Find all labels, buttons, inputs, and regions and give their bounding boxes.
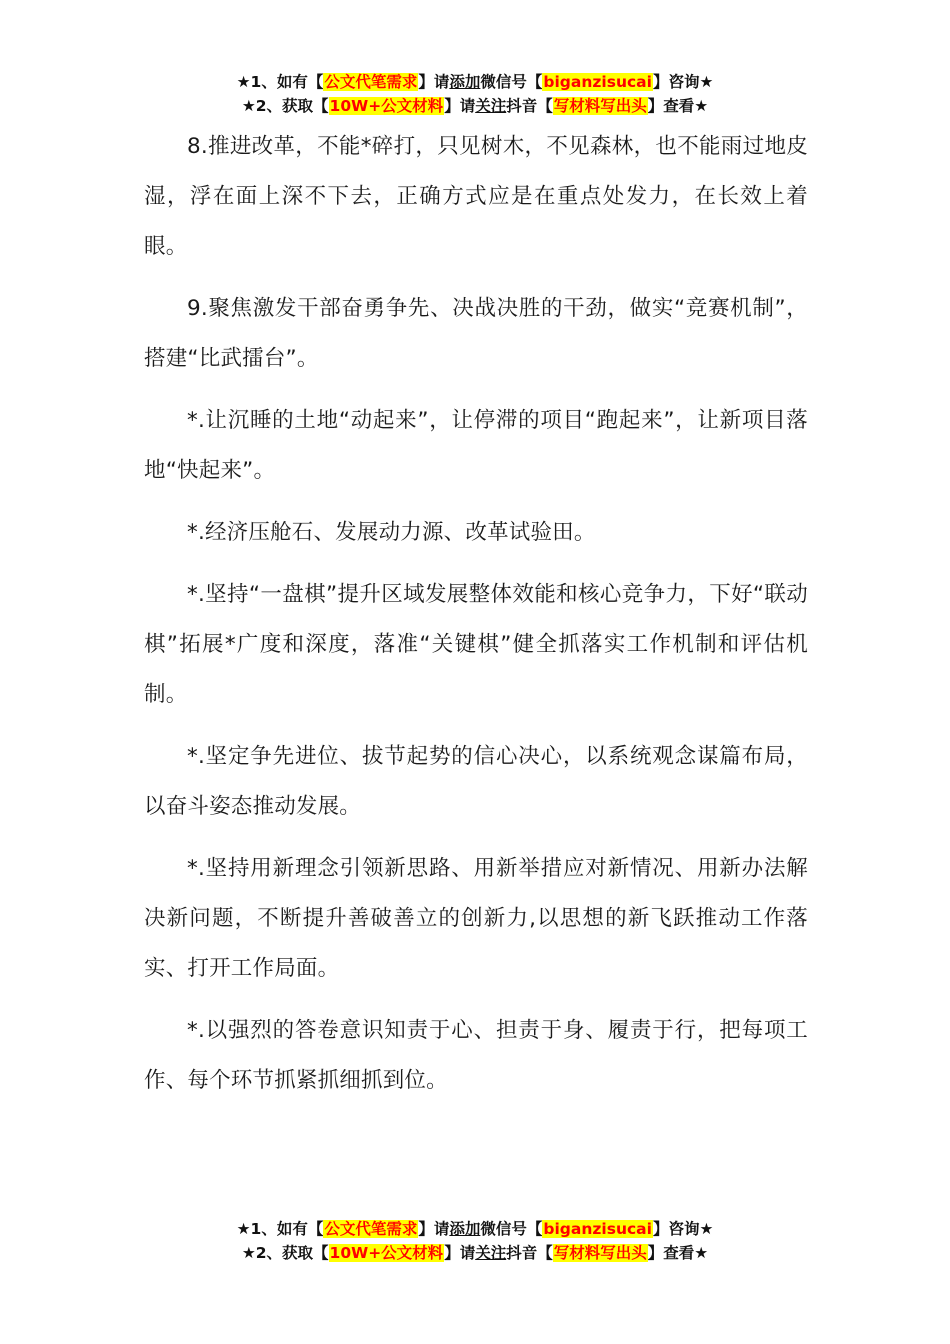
- star-icon: ★: [241, 97, 256, 115]
- promo-line-1: ★1、如有【公文代笔需求】请添加微信号【biganzisucai】咨询★: [236, 73, 714, 91]
- highlight-materials: 10W+公文材料: [329, 1244, 444, 1262]
- star-icon: ★: [699, 1220, 714, 1238]
- paragraph: 8.推进改革，不能*碎打，只见树木，不见森林，也不能雨过地皮湿，浮在面上深不下去，正确方式应是在重点处发力，在长效上着眼。: [144, 134, 808, 259]
- paragraph: *.坚定争先进位、拔节起势的信心决心，以系统观念谋篇布局，以奋斗姿态推动发展。: [144, 744, 808, 819]
- paragraph: *.坚持“一盘棋”提升区域发展整体效能和核心竞争力，下好“联动棋”拓展*广度和深度，落准“关键棋”健全抓落实工作机制和评估机制。: [144, 582, 808, 707]
- star-icon: ★: [236, 1220, 251, 1238]
- promo-line-2: ★2、获取【10W+公文材料】请关注抖音【写材料写出头】查看★: [241, 1244, 709, 1262]
- highlight-wechat-id: biganzisucai: [543, 1220, 652, 1238]
- star-icon: ★: [236, 73, 251, 91]
- highlight-douyin-id: 写材料写出头: [553, 97, 647, 115]
- promo-footer: [0, 1217, 950, 1265]
- document-body: [144, 122, 808, 1118]
- paragraph: *.让沉睡的土地“动起来”，让停滞的项目“跑起来”，让新项目落地“快起来”。: [144, 408, 808, 483]
- highlight-ghostwriting: 公文代笔需求: [324, 1220, 418, 1238]
- paragraph: *.以强烈的答卷意识知责于心、担责于身、履责于行，把每项工作、每个环节抓紧抓细抓到位。: [144, 1018, 808, 1093]
- star-icon: ★: [694, 1244, 709, 1262]
- paragraph: 9.聚焦激发干部奋勇争先、决战决胜的干劲，做实“竞赛机制”，搭建“比武擂台”。: [144, 296, 808, 371]
- highlight-ghostwriting: 公文代笔需求: [324, 73, 418, 91]
- highlight-wechat-id: biganzisucai: [543, 73, 652, 91]
- highlight-douyin-id: 写材料写出头: [553, 1244, 647, 1262]
- promo-line-1: ★1、如有【公文代笔需求】请添加微信号【biganzisucai】咨询★: [236, 1220, 714, 1238]
- star-icon: ★: [241, 1244, 256, 1262]
- star-icon: ★: [699, 73, 714, 91]
- star-icon: ★: [694, 97, 709, 115]
- promo-line-2: ★2、获取【10W+公文材料】请关注抖音【写材料写出头】查看★: [241, 97, 709, 115]
- underline-add: 添加: [449, 1220, 481, 1238]
- promo-header: [0, 70, 950, 118]
- paragraph: *.经济压舱石、发展动力源、改革试验田。: [187, 520, 596, 545]
- underline-follow: 关注: [475, 1244, 507, 1262]
- underline-add: 添加: [449, 73, 481, 91]
- highlight-materials: 10W+公文材料: [329, 97, 444, 115]
- paragraph: *.坚持用新理念引领新思路、用新举措应对新情况、用新办法解决新问题，不断提升善破善立的创新力,以思想的新飞跃推动工作落实、打开工作局面。: [144, 856, 808, 981]
- underline-follow: 关注: [475, 97, 507, 115]
